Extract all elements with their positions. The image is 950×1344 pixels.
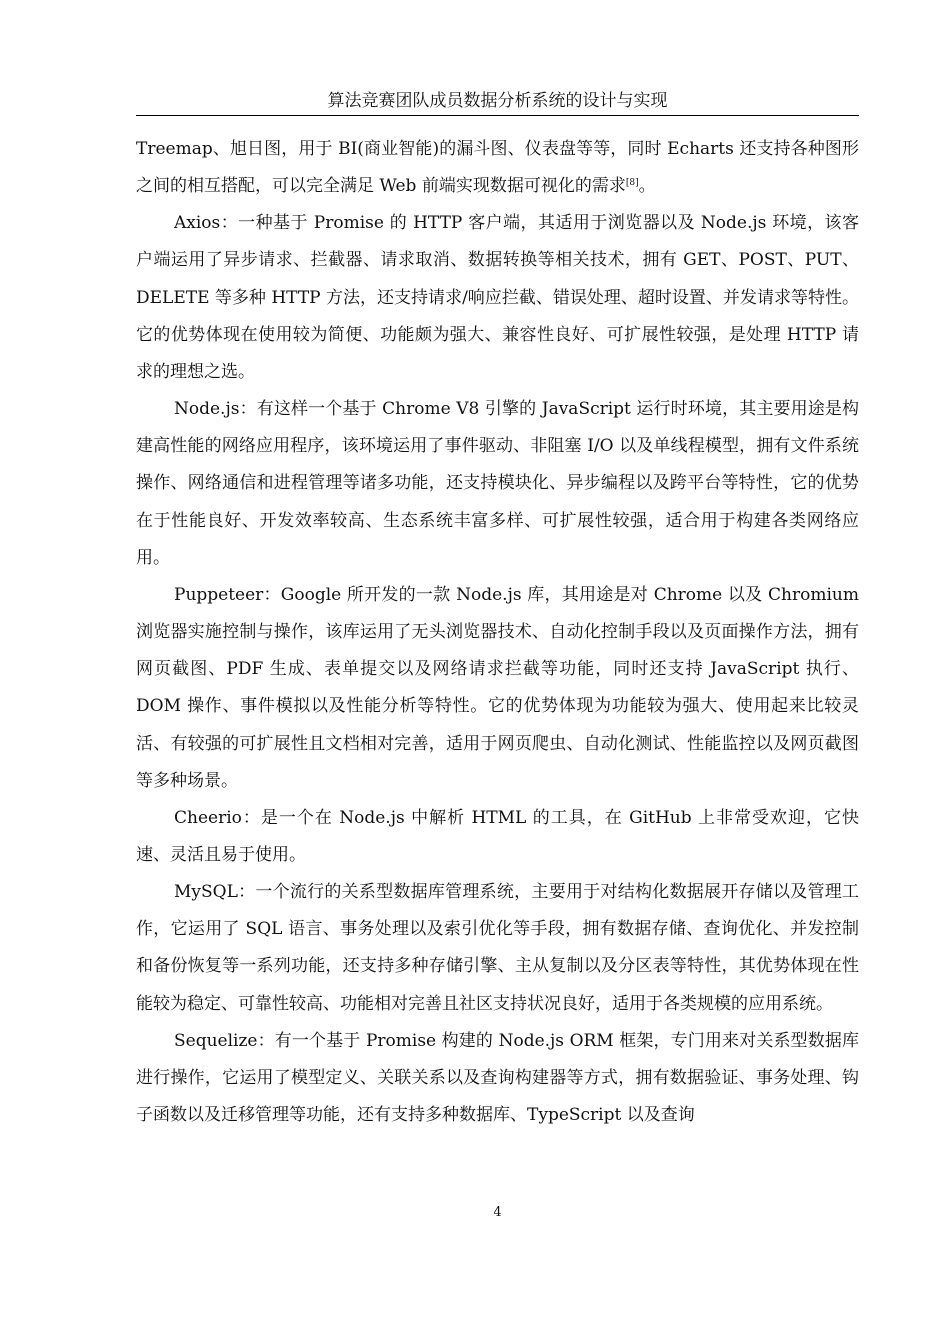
paragraph-echarts-continuation <box>136 131 859 205</box>
page-header-title: 算法竞赛团队成员数据分析系统的设计与实现 <box>327 91 668 111</box>
paragraph-sequelize: Sequelize：有一个基于 Promise 构建的 Node.js ORM 框架，专门用来对关系型数据库进行操作，它运用了模型定义、关联关系以及查询构建器等方式，拥有数据验证、事务处理、钩子函数以及迁移管理等功能，还有支持多种数据库、TypeScript 以及查询 <box>136 1030 859 1126</box>
paragraph-period: 。 <box>638 176 656 197</box>
body-text <box>136 131 859 1134</box>
header-divider <box>136 115 859 116</box>
page-number: 4 <box>493 1205 502 1220</box>
paragraph-nodejs: Node.js：有这样一个基于 Chrome V8 引擎的 JavaScript 运行时环境，其主要用途是构建高性能的网络应用程序，该环境运用了事件驱动、非阻塞 I/O 以及单线程模型，拥有文件系统操作、网络通信和进程管理等诸多功能，还支持模块化、异步编程以及跨平台等特性，它的优势在于性能良好、开发效率较高、生态系统丰富多样、可扩展性较强，适合用于构建各类网络应用。 <box>136 399 859 568</box>
citation-reference: [8] <box>625 178 639 189</box>
paragraph-cheerio: Cheerio：是一个在 Node.js 中解析 HTML 的工具，在 GitHub 上非常受欢迎，它快速、灵活且易于使用。 <box>136 807 859 865</box>
paragraph-axios: Axios：一种基于 Promise 的 HTTP 客户端，其适用于浏览器以及 Node.js 环境，该客户端运用了异步请求、拦截器、请求取消、数据转换等相关技术，拥有 GET、POST、PUT、DELETE 等多种 HTTP 方法，还支持请求/响应拦截、错误处理、超时设置、并发请求等特性。它的优势体现在使用较为简便、功能颇为强大、兼容性良好、可扩展性较强，是处理 HTTP 请求的理想之选。 <box>136 213 859 382</box>
paragraph-puppeteer: Puppeteer：Google 所开发的一款 Node.js 库，其用途是对 Chrome 以及 Chromium 浏览器实施控制与操作，该库运用了无头浏览器技术、自动化控制手段以及页面操作方法，拥有网页截图、PDF 生成、表单提交以及网络请求拦截等功能，同时还支持 JavaScript 执行、DOM 操作、事件模拟以及性能分析等特性。它的优势体现为功能较为强大、使用起来比较灵活、有较强的可扩展性且文档相对完善，适用于网页爬虫、自动化测试、性能监控以及网页截图等多种场景。 <box>136 584 859 791</box>
paragraph-text: Treemap、旭日图，用于 BI(商业智能)的漏斗图、仪表盘等等，同时 Echarts 还支持各种图形之间的相互搭配，可以完全满足 Web 前端实现数据可视化的需求 <box>136 139 859 197</box>
paragraph-mysql: MySQL：一个流行的关系型数据库管理系统，主要用于对结构化数据展开存储以及管理工作，它运用了 SQL 语言、事务处理以及索引优化等手段，拥有数据存储、查询优化、并发控制和备份恢复等一系列功能，还支持多种存储引擎、主从复制以及分区表等特性，其优势体现在性能较为稳定、可靠性较高、功能相对完善且社区支持状况良好，适用于各类规模的应用系统。 <box>136 882 859 1014</box>
